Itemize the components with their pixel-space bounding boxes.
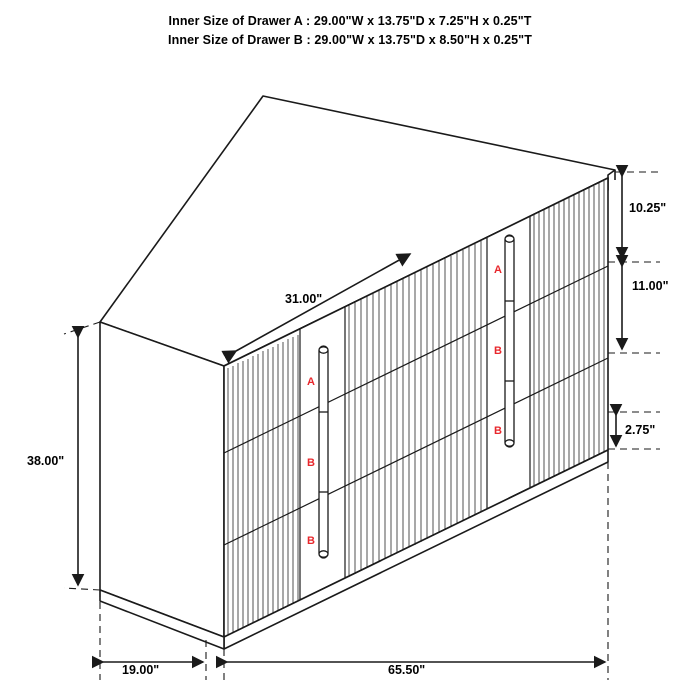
handle-right-bar[interactable] [505,235,514,447]
dimension-right-mid-label: 11.00" [632,279,669,293]
cabinet-left-side [100,322,224,637]
dimension-height [64,322,100,590]
handle-left-bar[interactable] [319,346,328,558]
ext-line-height-bottom [64,588,100,590]
dimension-width-label: 65.50" [388,663,426,677]
handle-left-cap-top [319,347,328,353]
label-drawer-a-right: A [494,264,502,276]
dimension-right-base-label: 2.75" [625,423,656,437]
handle-left[interactable] [319,346,328,558]
dimension-depth-label: 19.00" [122,663,160,677]
header-line-drawer-a: Inner Size of Drawer A : 29.00"W x 13.75"D x 7.25"H x 0.25"T [168,14,532,28]
dimension-right-top-label: 10.25" [629,201,667,215]
handle-right[interactable] [505,235,514,447]
cabinet-body [100,96,615,649]
label-drawer-b-right-2: B [494,425,502,437]
dimension-height-label: 38.00" [27,454,65,468]
header-line-drawer-b: Inner Size of Drawer B : 29.00"W x 13.75"D x 8.50"H x 0.25"T [168,33,532,47]
label-drawer-b-left-1: B [307,457,315,469]
label-drawer-b-right-1: B [494,345,502,357]
ext-line-height-top [64,322,100,334]
dimension-top-span-label: 31.00" [285,292,323,306]
handle-left-cap-bottom [319,551,328,557]
label-drawer-a-left: A [307,376,315,388]
handle-right-cap-bottom [505,440,514,446]
label-drawer-b-left-2: B [307,535,315,547]
handle-right-cap-top [505,236,514,242]
